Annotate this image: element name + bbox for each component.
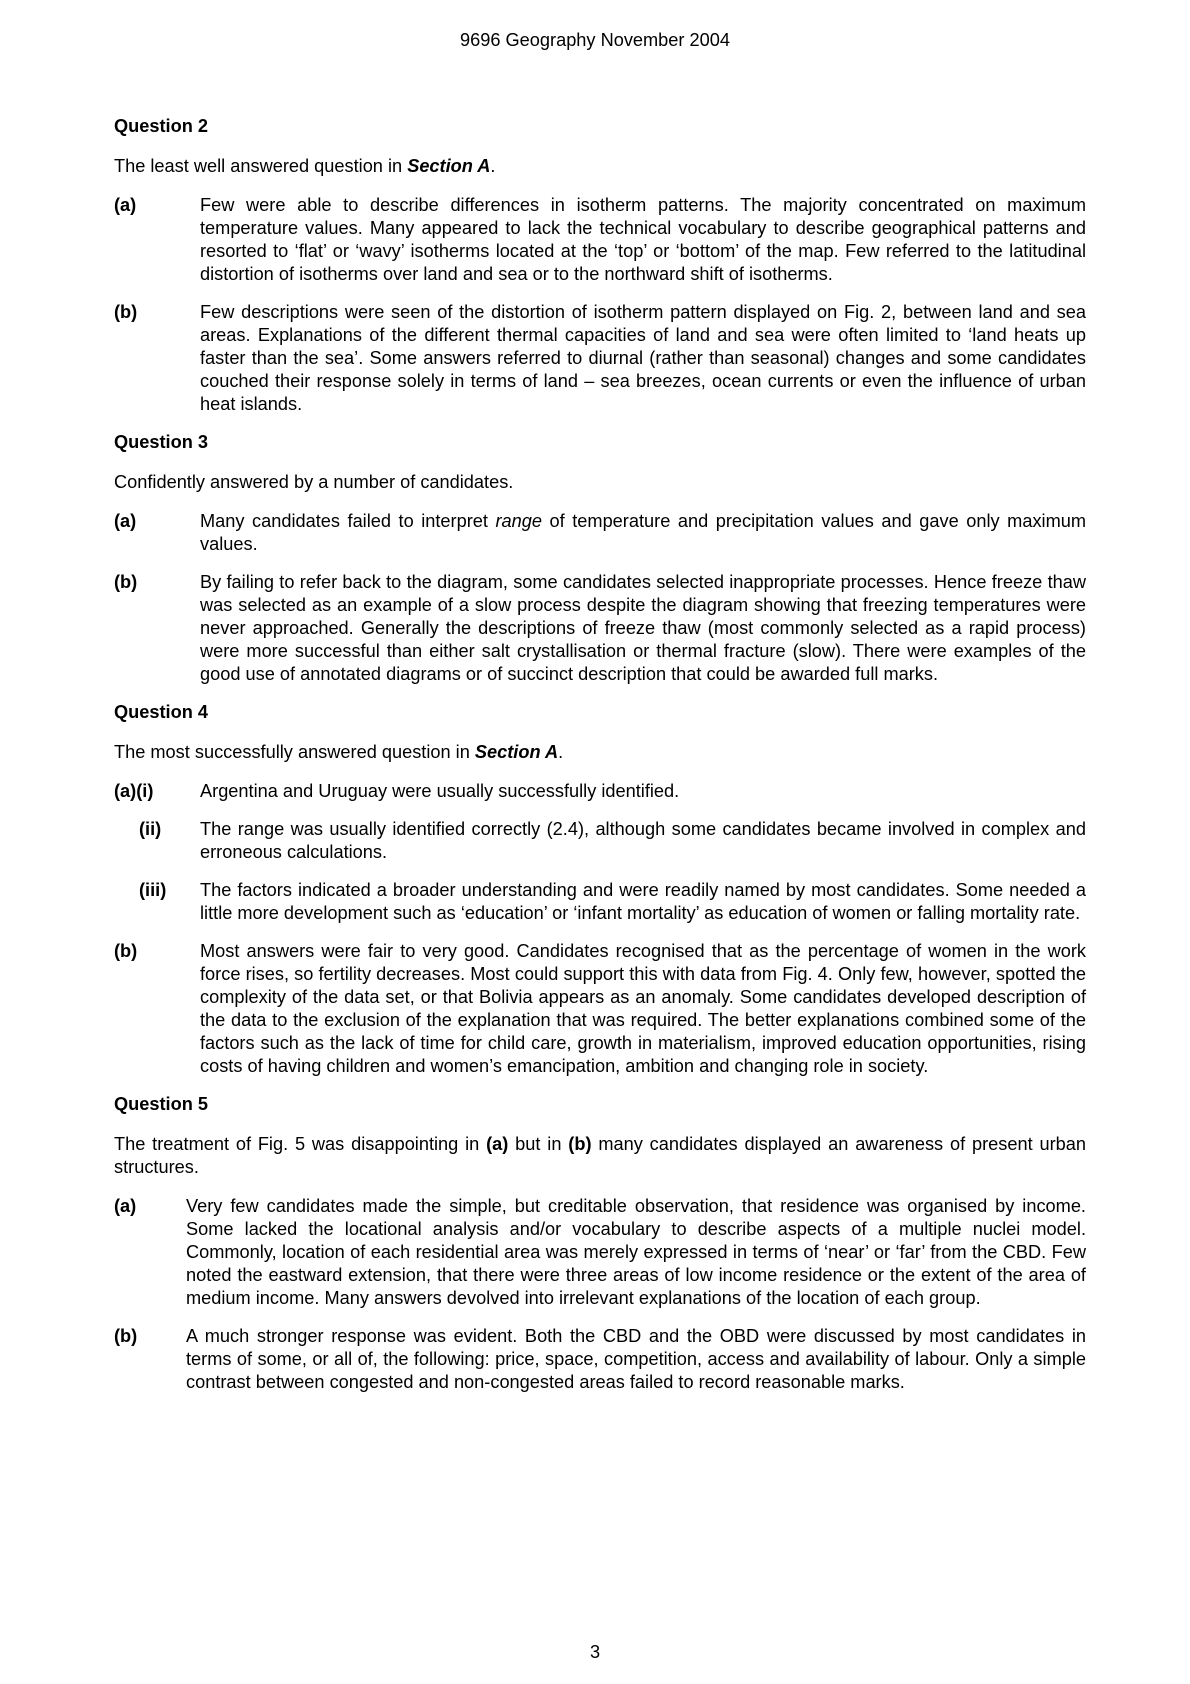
part-label: (a)(i) <box>114 781 154 801</box>
part-text: The range was usually identified correctly (2.4), although some candidates became involved in complex and erroneous calculations. <box>200 819 1086 862</box>
question-5-section <box>114 1093 1086 1394</box>
part-text <box>200 510 1086 556</box>
part-text: Very few candidates made the simple, but creditable observation, that residence was organised by income. Some lacked the locational analysis and/or vocabulary to describe aspects of a multiple nuclei model. Commonly, location of each residential area was merely expressed in terms of ‘near’ or ‘far’ from the CBD. Few noted the eastward extension, that there were three areas of low income residence or the extent of the area of medium income. Many answers devolved into irrelevant explanations of the location of each group. <box>186 1196 1086 1308</box>
question-3a <box>114 510 1086 556</box>
question-5-heading: Question 5 <box>114 1094 208 1114</box>
part-text: A much stronger response was evident. Both the CBD and the OBD were discussed by most candidates in terms of some, or all of, the following: price, space, competition, access and availability of labour. Only a simple contrast between congested and non-congested areas failed to record reasonable marks. <box>186 1326 1086 1392</box>
q4-intro-text: The most successfully answered question in <box>114 742 475 762</box>
document-body <box>114 115 1086 1409</box>
part-text: The factors indicated a broader understanding and were readily named by most candidates. Some needed a little more development such as ‘education’ or ‘infant mortality’ as education of women or falling mortality rate. <box>200 880 1086 923</box>
question-3-intro: Confidently answered by a number of candidates. <box>114 472 514 492</box>
part-label: (b) <box>114 572 138 592</box>
question-2b <box>114 301 1086 416</box>
part-text: Argentina and Uruguay were usually successfully identified. <box>200 781 680 801</box>
question-3-section <box>114 431 1086 686</box>
page-number: 3 <box>589 1642 601 1662</box>
question-3b <box>114 571 1086 686</box>
question-4a-ii <box>114 818 1086 864</box>
part-text: Most answers were fair to very good. Candidates recognised that as the percentage of women in the work force rises, so fertility decreases. Most could support this with data from Fig. 4. Only few, however, spotted the complexity of the data set, or that Bolivia appears as an anomaly. Some candidates developed description of the data to the exclusion of the explanation that was required. The better explanations combined some of the factors such as the lack of time for child care, growth in materialism, improved education opportunities, rising costs of having children and women’s emancipation, ambition and changing role in society. <box>200 941 1086 1076</box>
part-text: By failing to refer back to the diagram, some candidates selected inappropriate processes. Hence freeze thaw was selected as an example of a slow process despite the diagram showing that freezing temperatures were never approached. Generally the descriptions of freeze thaw (most commonly selected as a rapid process) were more successful than either salt crystallisation or thermal fracture (slow). There were examples of the good use of annotated diagrams or of succinct description that could be awarded full marks. <box>200 572 1086 684</box>
part-label: (b) <box>114 1326 138 1346</box>
question-2-intro <box>114 155 1086 178</box>
question-4a-i <box>114 780 1086 803</box>
part-text: Few descriptions were seen of the distortion of isotherm pattern displayed on Fig. 2, between land and sea areas. Explanations of the different thermal capacities of land and sea were often limited to ‘land heats up faster than the sea’. Some answers referred to diurnal (rather than seasonal) changes and some candidates couched their response solely in terms of land – sea breezes, ocean currents or even the influence of urban heat islands. <box>200 302 1086 414</box>
question-2-section <box>114 115 1086 416</box>
q4-intro-end: . <box>558 742 564 762</box>
question-4-intro <box>114 741 1086 764</box>
q2-intro-text: The least well answered question in <box>114 156 408 176</box>
q5-intro-bold-b: (b) <box>568 1134 592 1154</box>
part-label: (a) <box>114 1196 137 1216</box>
part-label: (a) <box>114 195 137 215</box>
part-label: (ii) <box>139 819 162 839</box>
page-header: 9696 Geography November 2004 <box>460 30 730 50</box>
question-2a <box>114 194 1086 286</box>
q5-intro-part-3: many candidates displayed an awareness of present urban structures. <box>114 1134 1086 1177</box>
q3a-emphasis: range <box>495 511 543 531</box>
q5-intro-part-2: but in <box>508 1134 569 1154</box>
question-4a-iii <box>114 879 1086 925</box>
question-4-section <box>114 701 1086 1078</box>
question-4b <box>114 940 1086 1078</box>
question-5a <box>114 1195 1086 1310</box>
q5-intro-part-1: The treatment of Fig. 5 was disappointing in <box>114 1134 487 1154</box>
q4-intro-emphasis: Section A <box>474 742 559 762</box>
part-label: (b) <box>114 302 138 322</box>
q3a-text-start: Many candidates failed to interpret <box>200 511 496 531</box>
part-label: (b) <box>114 941 138 961</box>
q2-intro-end: . <box>490 156 496 176</box>
part-label: (iii) <box>139 880 167 900</box>
question-5-intro <box>114 1133 1086 1179</box>
question-4-heading: Question 4 <box>114 702 208 722</box>
question-2-heading: Question 2 <box>114 116 208 136</box>
q3a-text-end: of temperature and precipitation values and gave only maximum values. <box>200 511 1086 554</box>
q5-intro-bold-a: (a) <box>486 1134 509 1154</box>
part-label: (a) <box>114 511 137 531</box>
question-5b <box>114 1325 1086 1394</box>
q2-intro-emphasis: Section A <box>407 156 491 176</box>
question-3-heading: Question 3 <box>114 432 208 452</box>
part-text: Few were able to describe differences in isotherm patterns. The majority concentrated on maximum temperature values. Many appeared to lack the technical vocabulary to describe geographical patterns and resorted to ‘flat’ or ‘wavy’ isotherms located at the ‘top’ or ‘bottom’ of the map. Few referred to the latitudinal distortion of isotherms over land and sea or to the northward shift of isotherms. <box>200 195 1086 284</box>
